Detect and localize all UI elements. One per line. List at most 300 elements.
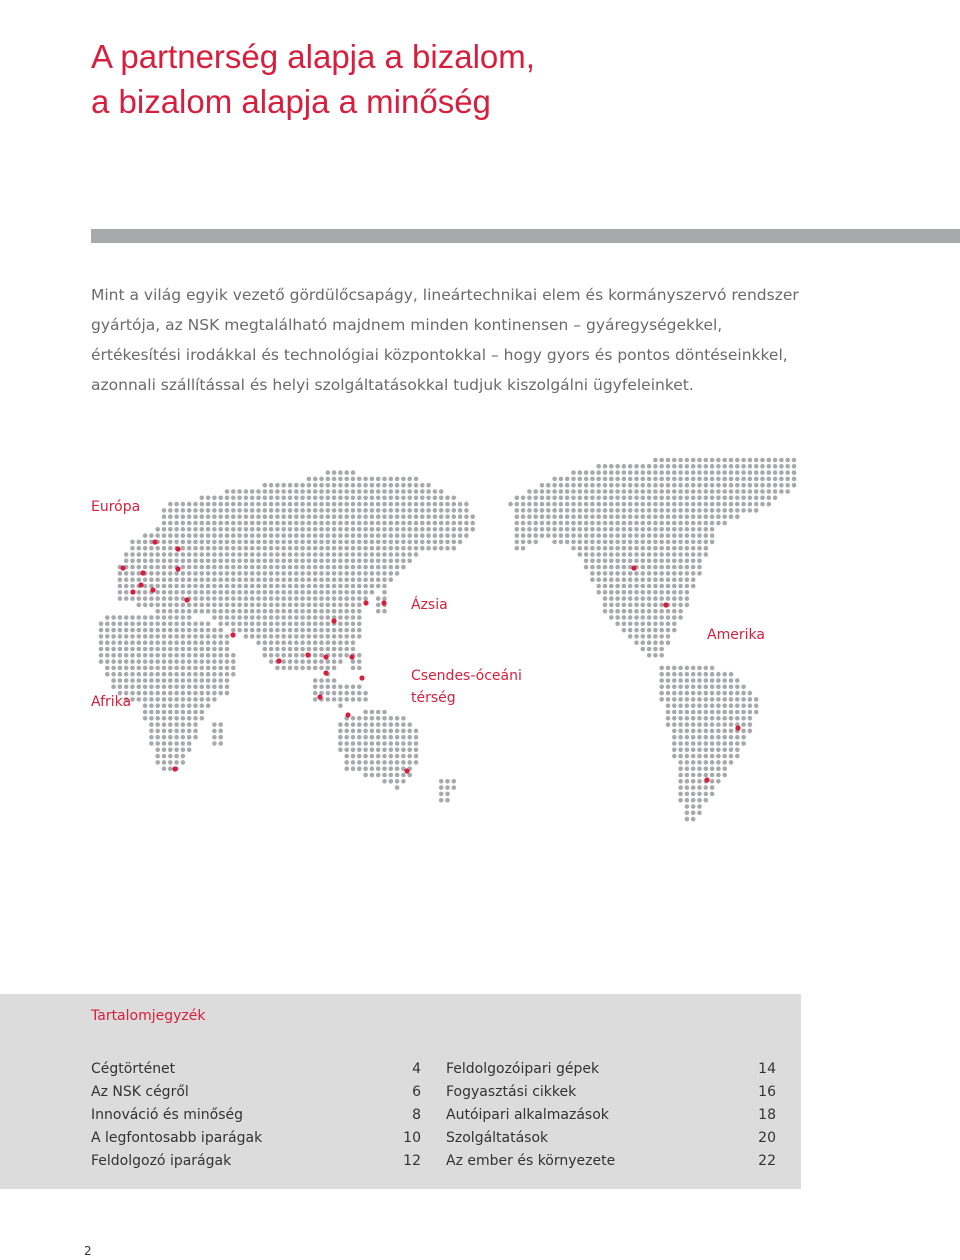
map-dot (722, 470, 727, 475)
map-dot (628, 514, 633, 519)
toc-entry[interactable] (446, 1081, 776, 1104)
map-dot (244, 508, 249, 513)
map-dot (338, 659, 343, 664)
map-dot (704, 514, 709, 519)
map-dot (187, 514, 192, 519)
map-dot (641, 521, 646, 526)
map-dot (653, 603, 658, 608)
map-dot (603, 546, 608, 551)
map-dot (691, 798, 696, 803)
map-dot (439, 514, 444, 519)
map-dot (111, 672, 116, 677)
map-dot (401, 729, 406, 734)
map-dot (666, 577, 671, 582)
map-dot (773, 489, 778, 494)
map-dot (275, 502, 280, 507)
map-dot (275, 533, 280, 538)
map-dot (338, 628, 343, 633)
map-dot (590, 571, 595, 576)
map-dot (357, 622, 362, 627)
map-dot (603, 470, 608, 475)
label-americas: Amerika (707, 627, 765, 643)
map-dot (445, 514, 450, 519)
map-dot (162, 741, 167, 746)
map-dot (187, 521, 192, 526)
map-dot (269, 483, 274, 488)
map-dot (370, 540, 375, 545)
map-dot (697, 735, 702, 740)
map-dot (628, 590, 633, 595)
map-dot (162, 666, 167, 671)
map-dot (584, 540, 589, 545)
map-dot (294, 634, 299, 639)
map-dot (250, 603, 255, 608)
map-dot (313, 508, 318, 513)
map-dot (704, 760, 709, 765)
map-dot (741, 489, 746, 494)
map-dot (704, 552, 709, 557)
map-dot (174, 533, 179, 538)
toc-entry[interactable] (91, 1104, 421, 1127)
map-dot (269, 489, 274, 494)
map-dot (225, 653, 230, 658)
toc-entry-page: 20 (758, 1130, 776, 1146)
map-dot (332, 691, 337, 696)
map-dot (641, 496, 646, 501)
map-dot (162, 640, 167, 645)
map-dot (193, 609, 198, 614)
map-dot (685, 716, 690, 721)
map-dot (678, 678, 683, 683)
map-dot (187, 653, 192, 658)
map-dot (685, 521, 690, 526)
map-dot (401, 748, 406, 753)
map-dot (338, 508, 343, 513)
map-dot (363, 483, 368, 488)
map-dot (313, 628, 318, 633)
map-dot (351, 640, 356, 645)
map-dot (326, 678, 331, 683)
map-dot (691, 672, 696, 677)
map-dot (729, 710, 734, 715)
map-dot (704, 766, 709, 771)
map-dot (678, 565, 683, 570)
map-dot (313, 691, 318, 696)
map-dot (193, 672, 198, 677)
map-dot (181, 703, 186, 708)
map-dot (659, 502, 664, 507)
map-dot (565, 514, 570, 519)
map-dot (307, 640, 312, 645)
map-dot (748, 458, 753, 463)
map-dot (155, 735, 160, 740)
toc-entry-page: 18 (758, 1107, 776, 1123)
map-dot (691, 559, 696, 564)
map-dot (521, 508, 526, 513)
map-dot (338, 577, 343, 582)
map-dot (319, 521, 324, 526)
map-dot (729, 514, 734, 519)
map-dot (792, 470, 797, 475)
map-dot (376, 565, 381, 570)
map-dot (559, 502, 564, 507)
map-dot (313, 640, 318, 645)
map-dot (288, 552, 293, 557)
map-dot (628, 527, 633, 532)
map-dot (596, 533, 601, 538)
map-dot (672, 514, 677, 519)
map-dot (212, 628, 217, 633)
map-dot (319, 527, 324, 532)
map-dot (748, 697, 753, 702)
map-dot (754, 458, 759, 463)
map-dot (407, 559, 412, 564)
map-dot (735, 470, 740, 475)
map-dot (590, 502, 595, 507)
map-dot (704, 470, 709, 475)
map-dot (307, 489, 312, 494)
map-dot (672, 666, 677, 671)
map-dot (697, 785, 702, 790)
map-dot (300, 659, 305, 664)
map-dot (697, 464, 702, 469)
map-dot (565, 533, 570, 538)
toc-entry[interactable] (446, 1150, 776, 1173)
map-dot (785, 477, 790, 482)
map-dot (697, 678, 702, 683)
map-dot (281, 483, 286, 488)
map-dot (124, 628, 129, 633)
map-dot (168, 766, 173, 771)
map-dot (256, 590, 261, 595)
toc-entry[interactable] (91, 1150, 421, 1173)
map-dot (118, 672, 123, 677)
map-dot (729, 458, 734, 463)
map-dot (659, 489, 664, 494)
map-dot (357, 754, 362, 759)
map-dot (168, 577, 173, 582)
map-dot (300, 489, 305, 494)
map-dot (779, 464, 784, 469)
map-dot (641, 647, 646, 652)
map-dot (181, 710, 186, 715)
map-dot (168, 527, 173, 532)
map-dot (143, 596, 148, 601)
map-dot (193, 678, 198, 683)
map-dot (754, 483, 759, 488)
map-dot (256, 540, 261, 545)
map-dot (584, 514, 589, 519)
map-dot (395, 773, 400, 778)
map-dot (628, 609, 633, 614)
map-dot (275, 577, 280, 582)
map-dot (281, 552, 286, 557)
map-dot (401, 540, 406, 545)
map-dot (237, 514, 242, 519)
map-dot (130, 571, 135, 576)
map-dot (351, 615, 356, 620)
map-dot (376, 603, 381, 608)
map-dot (269, 628, 274, 633)
map-dot (357, 609, 362, 614)
map-dot (344, 527, 349, 532)
toc-entry[interactable] (91, 1127, 421, 1150)
map-dot (231, 508, 236, 513)
map-dot (685, 691, 690, 696)
map-dot (168, 748, 173, 753)
map-dot (244, 596, 249, 601)
map-dot (760, 502, 765, 507)
map-dot (326, 659, 331, 664)
map-dot (288, 565, 293, 570)
map-dot (659, 603, 664, 608)
map-dot (376, 521, 381, 526)
map-dot (193, 571, 198, 576)
map-dot (231, 653, 236, 658)
map-dot (527, 521, 532, 526)
map-dot (244, 489, 249, 494)
map-dot (389, 527, 394, 532)
map-dot (162, 590, 167, 595)
map-dot (634, 571, 639, 576)
map-dot (370, 577, 375, 582)
map-dot (124, 634, 129, 639)
map-dot (143, 666, 148, 671)
map-dot (546, 508, 551, 513)
map-dot (672, 678, 677, 683)
map-dot (704, 489, 709, 494)
map-dot (363, 571, 368, 576)
map-dot (162, 703, 167, 708)
map-dot (149, 691, 154, 696)
map-dot (357, 483, 362, 488)
map-dot (338, 596, 343, 601)
table-of-contents (0, 994, 801, 1189)
map-dot (143, 559, 148, 564)
map-dot (414, 754, 419, 759)
map-dot (729, 741, 734, 746)
map-dot (181, 577, 186, 582)
map-dot (741, 458, 746, 463)
map-dot (376, 735, 381, 740)
map-dot (130, 622, 135, 627)
map-dot (218, 571, 223, 576)
map-dot (118, 577, 123, 582)
map-dot (143, 546, 148, 551)
map-dot (697, 477, 702, 482)
map-dot (546, 533, 551, 538)
map-dot (193, 697, 198, 702)
map-dot (376, 710, 381, 715)
map-dot (307, 552, 312, 557)
map-dot (773, 470, 778, 475)
map-dot (666, 502, 671, 507)
map-dot (307, 508, 312, 513)
map-dot (729, 508, 734, 513)
map-dot (389, 533, 394, 538)
map-dot (187, 546, 192, 551)
map-dot (357, 590, 362, 595)
map-dot (319, 622, 324, 627)
map-dot (722, 672, 727, 677)
map-dot (187, 678, 192, 683)
map-dot (275, 540, 280, 545)
map-dot (137, 659, 142, 664)
map-dot (193, 685, 198, 690)
map-dot (105, 615, 110, 620)
map-dot (307, 659, 312, 664)
map-dot (685, 685, 690, 690)
map-dot (344, 559, 349, 564)
map-dot (300, 622, 305, 627)
map-dot (659, 628, 664, 633)
map-dot (685, 514, 690, 519)
map-dot (149, 729, 154, 734)
map-dot (653, 584, 658, 589)
map-dot (155, 596, 160, 601)
map-dot (672, 603, 677, 608)
map-dot (395, 546, 400, 551)
toc-entry[interactable] (91, 1081, 421, 1104)
map-dot (710, 508, 715, 513)
map-dot (332, 653, 337, 658)
map-dot (634, 609, 639, 614)
map-dot (426, 527, 431, 532)
map-dot (275, 565, 280, 570)
map-dot (552, 489, 557, 494)
map-dot (615, 603, 620, 608)
map-dot (704, 798, 709, 803)
map-dot (691, 804, 696, 809)
map-dot (212, 552, 217, 557)
map-dot (634, 508, 639, 513)
map-dot (143, 703, 148, 708)
map-dot (672, 546, 677, 551)
map-dot (401, 754, 406, 759)
map-dot (370, 559, 375, 564)
map-dot (263, 647, 268, 652)
map-dot (162, 754, 167, 759)
map-dot (206, 552, 211, 557)
map-dot (748, 691, 753, 696)
map-dot (760, 458, 765, 463)
map-dot (168, 672, 173, 677)
map-dot (603, 609, 608, 614)
map-dot (319, 615, 324, 620)
map-dot (162, 540, 167, 545)
map-dot (105, 622, 110, 627)
map-dot (187, 722, 192, 727)
map-dot (281, 590, 286, 595)
map-dot (130, 559, 135, 564)
map-dot (647, 540, 652, 545)
map-dot (666, 609, 671, 614)
toc-entry-page: 22 (758, 1153, 776, 1169)
map-dot (363, 729, 368, 734)
map-dot (137, 691, 142, 696)
map-dot (319, 596, 324, 601)
map-dot (206, 559, 211, 564)
map-dot (760, 489, 765, 494)
map-dot (370, 754, 375, 759)
map-dot (376, 716, 381, 721)
map-dot (143, 540, 148, 545)
map-dot (344, 609, 349, 614)
map-dot (590, 533, 595, 538)
map-dot (294, 559, 299, 564)
map-dot (653, 464, 658, 469)
map-dot (685, 508, 690, 513)
location-marker (317, 694, 322, 699)
map-dot (571, 540, 576, 545)
map-dot (615, 464, 620, 469)
map-dot (326, 577, 331, 582)
map-dot (218, 653, 223, 658)
map-dot (174, 760, 179, 765)
toc-entry[interactable] (91, 1058, 421, 1081)
map-dot (168, 533, 173, 538)
map-dot (363, 760, 368, 765)
map-dot (225, 496, 230, 501)
map-dot (363, 565, 368, 570)
map-dot (678, 672, 683, 677)
map-dot (407, 546, 412, 551)
map-dot (250, 634, 255, 639)
map-dot (622, 603, 627, 608)
map-dot (622, 628, 627, 633)
map-dot (124, 622, 129, 627)
map-dot (174, 678, 179, 683)
map-dot (445, 546, 450, 551)
map-dot (237, 559, 242, 564)
map-dot (653, 596, 658, 601)
map-dot (174, 710, 179, 715)
toc-entry[interactable] (446, 1058, 776, 1081)
map-dot (181, 603, 186, 608)
map-dot (218, 647, 223, 652)
map-dot (376, 489, 381, 494)
map-dot (174, 615, 179, 620)
map-dot (124, 640, 129, 645)
map-dot (596, 571, 601, 576)
map-dot (521, 540, 526, 545)
map-dot (244, 565, 249, 570)
map-dot (168, 729, 173, 734)
map-dot (615, 571, 620, 576)
map-dot (363, 590, 368, 595)
map-dot (288, 603, 293, 608)
map-dot (351, 729, 356, 734)
map-dot (313, 609, 318, 614)
map-dot (111, 666, 116, 671)
map-dot (193, 729, 198, 734)
toc-entry[interactable] (446, 1127, 776, 1150)
map-dot (212, 596, 217, 601)
map-dot (407, 489, 412, 494)
map-dot (193, 590, 198, 595)
map-dot (716, 464, 721, 469)
map-dot (155, 584, 160, 589)
map-dot (641, 609, 646, 614)
map-dot (193, 540, 198, 545)
map-dot (659, 697, 664, 702)
map-dot (691, 483, 696, 488)
map-dot (596, 577, 601, 582)
map-dot (363, 596, 368, 601)
map-dot (395, 754, 400, 759)
toc-entry[interactable] (446, 1104, 776, 1127)
map-dot (704, 792, 709, 797)
